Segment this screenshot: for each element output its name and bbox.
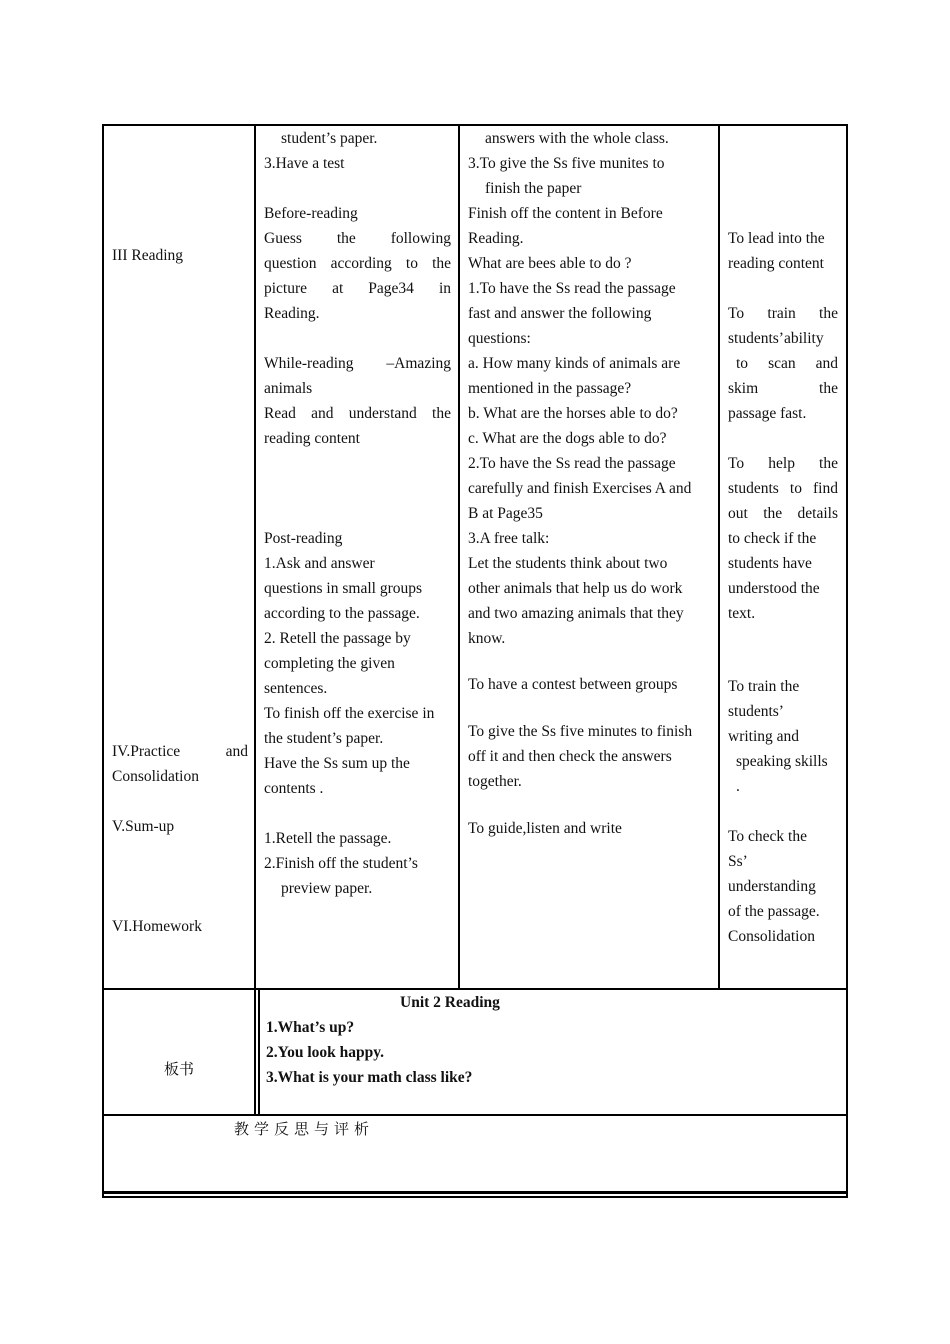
reflection-label: 教学反思与评析: [234, 1120, 375, 1138]
purpose-column: [728, 226, 838, 626]
student-activities: [468, 126, 714, 651]
text-line: completing the given: [264, 655, 395, 672]
text-line: 3.To give the Ss five munites to: [468, 155, 665, 172]
text-line: to check if the: [728, 530, 817, 547]
text-line: To give the Ss five minutes to finish: [468, 723, 693, 740]
text-line: together.: [468, 773, 522, 790]
column-divider-3: [718, 124, 720, 990]
text-line: Let the students think about two: [468, 555, 668, 572]
text-line: 2.Finish off the student’s: [264, 855, 418, 872]
text-line: finish the paper: [485, 180, 582, 197]
text-line: out the details: [728, 505, 838, 522]
stage-column: [112, 243, 248, 268]
text-line: answers with the whole class.: [485, 130, 669, 147]
text-line: Reading.: [264, 305, 320, 322]
text-line: To have a contest between groups: [468, 676, 678, 693]
text-line: of the passage.: [728, 903, 820, 920]
column-divider-2: [458, 124, 460, 990]
text-line: While-reading –Amazing: [264, 355, 451, 372]
text-line: students’ability: [728, 330, 824, 347]
text-line: contents .: [264, 780, 324, 797]
text-line: To finish off the exercise in: [264, 705, 435, 722]
text-line: 3.Have a test: [264, 155, 345, 172]
text-line: To guide,listen and write: [468, 820, 622, 837]
text-line: Read and understand the: [264, 405, 451, 422]
board-item: 1.What’s up?: [266, 1019, 355, 1036]
stage-consolidation: Consolidation: [112, 768, 199, 785]
text-line: understanding: [728, 878, 816, 895]
text-line: Ss’: [728, 853, 748, 870]
text-line: 3.A free talk:: [468, 530, 550, 547]
text-line: students have: [728, 555, 812, 572]
text-line: sentences.: [264, 680, 328, 697]
row-divider-reflection: [102, 1114, 848, 1116]
text-line: B at Page35: [468, 505, 543, 522]
text-line: skim the: [728, 380, 838, 397]
stage-reading: III Reading: [112, 247, 184, 264]
text-line: questions in small groups: [264, 580, 423, 597]
text-line: the student’s paper.: [264, 730, 384, 747]
text-line: passage fast.: [728, 405, 807, 422]
text-line: text.: [728, 605, 756, 622]
text-line: reading content: [728, 255, 824, 272]
board-content: [266, 1015, 826, 1090]
stage-practice-text: IV.Practice: [112, 743, 181, 760]
text-line: animals: [264, 380, 313, 397]
text-line: know.: [468, 630, 506, 647]
text-line: b. What are the horses able to do?: [468, 405, 678, 422]
stage-sumup: V.Sum-up: [112, 818, 175, 835]
text-line: reading content: [264, 430, 360, 447]
text-line: Have the Ss sum up the: [264, 755, 410, 772]
text-line: students to find: [728, 480, 838, 497]
stage-homework: VI.Homework: [112, 918, 202, 935]
student-activities-sumup: [468, 816, 714, 841]
text-line: 1.Ask and answer: [264, 555, 375, 572]
purpose-skills: [728, 674, 842, 949]
bottom-double-line: [102, 1191, 848, 1194]
text-line: What are bees able to do ?: [468, 255, 632, 272]
text-line: picture at Page34 in: [264, 280, 451, 297]
stage-practice-and: and: [225, 743, 248, 760]
text-line: and two amazing animals that they: [468, 605, 684, 622]
column-divider-1: [254, 124, 256, 990]
student-activities-contest: [468, 672, 714, 697]
text-line: understood the: [728, 580, 820, 597]
text-line: 1.To have the Ss read the passage: [468, 280, 676, 297]
text-line: mentioned in the passage?: [468, 380, 632, 397]
text-line: To train the: [728, 678, 800, 695]
board-divider-a: [254, 988, 256, 1116]
text-line: students’: [728, 703, 784, 720]
text-line: Post-reading: [264, 530, 343, 547]
text-line: 1.Retell the passage.: [264, 830, 392, 847]
text-line: Guess the following: [264, 230, 451, 247]
board-item: 3.What is your math class like?: [266, 1069, 473, 1086]
board-item: 2.You look happy.: [266, 1044, 385, 1061]
text-line: To check the: [728, 828, 807, 845]
text-line: off it and then check the answers: [468, 748, 672, 765]
text-line: fast and answer the following: [468, 305, 652, 322]
text-line: preview paper.: [281, 880, 373, 897]
text-line: question according to the: [264, 255, 451, 272]
board-title: Unit 2 Reading: [400, 994, 500, 1011]
text-line: a. How many kinds of animals are: [468, 355, 681, 372]
text-line: c. What are the dogs able to do?: [468, 430, 667, 447]
text-line: carefully and finish Exercises A and: [468, 480, 692, 497]
text-line: 2.To have the Ss read the passage: [468, 455, 676, 472]
text-line: Reading.: [468, 230, 524, 247]
student-activities-practice: [468, 719, 714, 794]
board-label: 板书: [163, 1060, 194, 1078]
text-line: .: [736, 778, 740, 795]
text-line: 2. Retell the passage by: [264, 630, 411, 647]
text-line: speaking skills: [736, 753, 828, 770]
board-divider-b: [258, 988, 260, 1116]
text-line: To help the: [728, 455, 838, 472]
text-line: Before-reading: [264, 205, 358, 222]
text-line: to scan and: [736, 355, 838, 372]
text-line: student’s paper.: [281, 130, 378, 147]
text-line: To lead into the: [728, 230, 825, 247]
text-line: To train the: [728, 305, 838, 322]
stage-practice: [112, 739, 248, 939]
text-line: other animals that help us do work: [468, 580, 683, 597]
text-line: Finish off the content in Before: [468, 205, 663, 222]
teacher-activities: [264, 126, 451, 901]
text-line: according to the passage.: [264, 605, 420, 622]
text-line: writing and: [728, 728, 800, 745]
text-line: questions:: [468, 330, 531, 347]
text-line: Consolidation: [728, 928, 815, 945]
